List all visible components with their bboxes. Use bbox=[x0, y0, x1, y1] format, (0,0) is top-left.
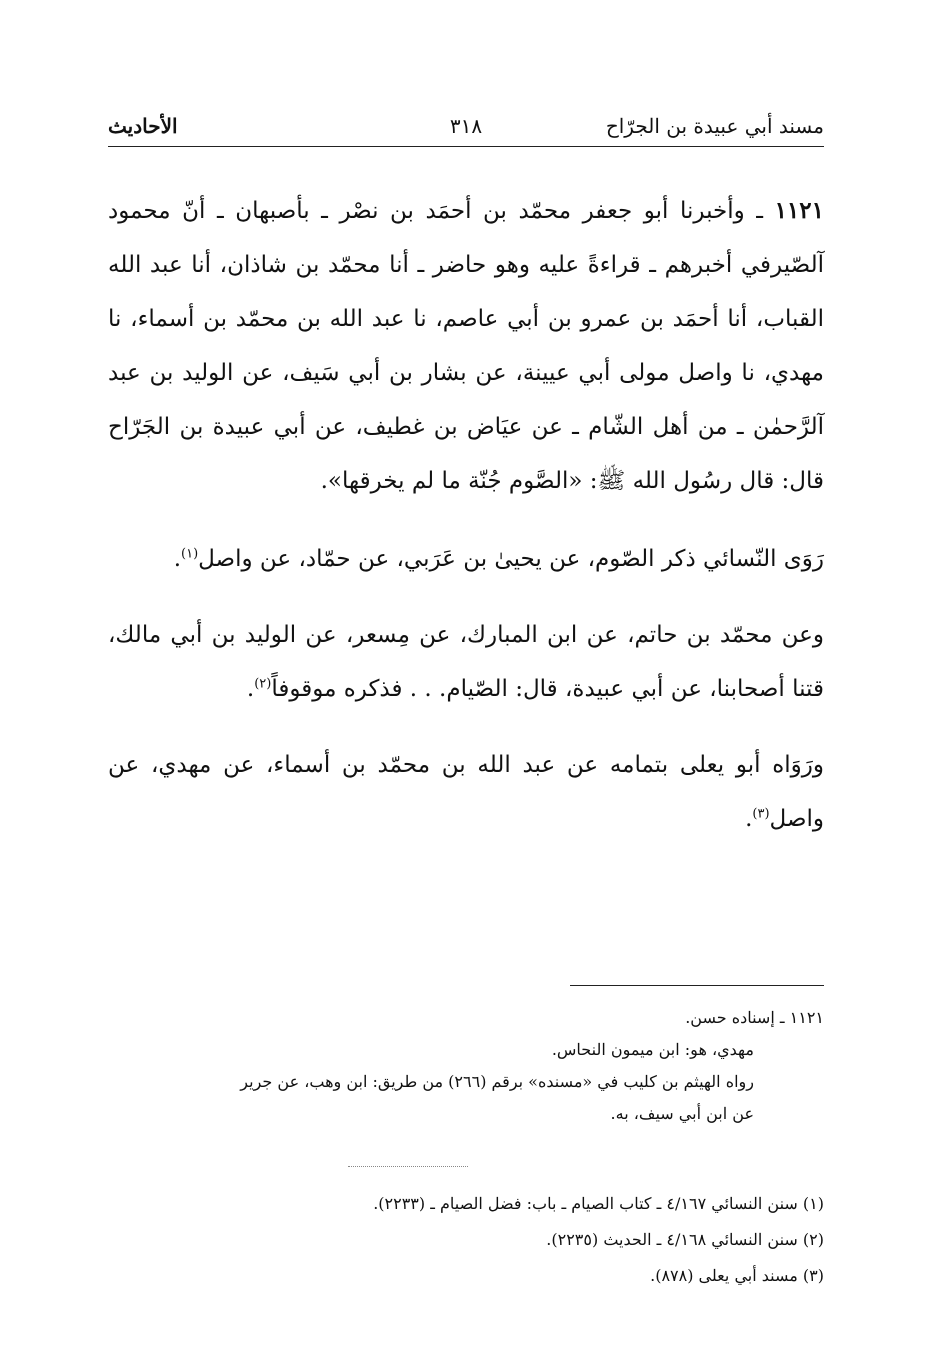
note-line: رواه الهيثم بن كليب في «مسنده» برقم (٢٦٦) من طريق: ابن وهب، عن جرير bbox=[240, 1072, 754, 1091]
dotted-separator bbox=[348, 1166, 468, 1167]
footnotes bbox=[108, 1186, 824, 1294]
period: . bbox=[173, 546, 181, 572]
note-line: عن ابن أبي سيف، به. bbox=[610, 1104, 754, 1123]
commentary-paragraph bbox=[108, 738, 824, 846]
note-line: ١١٢١ ـ إسناده حسن. bbox=[685, 1008, 824, 1027]
footnote-1: (١) سنن النسائي ٤/١٦٧ ـ كتاب الصيام ـ باب: فضل الصيام ـ (٢٢٣٣). bbox=[373, 1194, 824, 1213]
hadith-paragraph bbox=[108, 184, 824, 508]
period: . bbox=[246, 676, 255, 702]
page-number: ٣١٨ bbox=[449, 114, 483, 138]
footnote-marker: (٢) bbox=[254, 676, 272, 692]
main-text bbox=[108, 184, 824, 868]
footnote-2: (٢) سنن النسائي ٤/١٦٨ ـ الحديث (٢٢٣٥). bbox=[546, 1230, 824, 1249]
commentary-text: ورَوَاه أبو يعلى بتمامه عن عبد الله بن محمّد بن أسماء، عن مهدي، عن واصل bbox=[108, 752, 824, 832]
commentary-text: رَوَى النّسائي ذكر الصّوم، عن يحيىٰ بن عَرَبي، عن حمّاد، عن واصل bbox=[198, 546, 824, 572]
note-line: مهدي، هو: ابن ميمون النحاس. bbox=[551, 1040, 754, 1059]
footnote-marker: (٣) bbox=[752, 806, 770, 822]
footnote-separator bbox=[570, 985, 824, 986]
commentary-text: وعن محمّد بن حاتم، عن ابن المبارك، عن مِسعر، عن الوليد بن أبي مالك، قتنا أصحابنا، عن أبي عبيدة، قال: الصّيام. . . فذكره موقوفاً bbox=[108, 622, 824, 702]
page-header bbox=[108, 114, 824, 148]
commentary-paragraph bbox=[108, 532, 824, 586]
period: . bbox=[745, 806, 753, 832]
footnote-marker: (١) bbox=[181, 546, 199, 562]
editor-notes bbox=[108, 1002, 824, 1130]
section-title: الأحاديث bbox=[108, 114, 178, 138]
hadith-number: ١١٢١ bbox=[774, 197, 824, 224]
commentary-paragraph bbox=[108, 608, 824, 716]
running-title: مسند أبي عبيدة بن الجرّاح bbox=[605, 114, 824, 138]
hadith-text: ـ وأخبرنا أبو جعفر محمّد بن أحمَد بن نصْر ـ بأصبهان ـ أنّ محمود آلصّيرفي أخبرهم ـ قراءةً عليه وهو حاضر ـ أنا محمّد بن شاذان، أنا عبد الله القباب، أنا أحمَد بن عمرو بن أبي عاصم، نا عبد الله بن محمّد بن أسماء، نا مهدي، نا واصل مولى أبي عيينة، عن بشار بن أبي سَيف، عن الوليد بن عبد آلرَّحمٰن ـ من أهل الشّام ـ عن عيَاض بن غطيف، عن أبي عبيدة بن الجَرّاح قال: قال رسُول الله ﷺ: «الصَّوم جُنّة ما لم يخرقها». bbox=[108, 198, 824, 494]
book-page bbox=[108, 96, 824, 1316]
footnote-3: (٣) مسند أبي يعلى (٨٧٨). bbox=[650, 1266, 824, 1285]
header-rule bbox=[108, 146, 824, 147]
